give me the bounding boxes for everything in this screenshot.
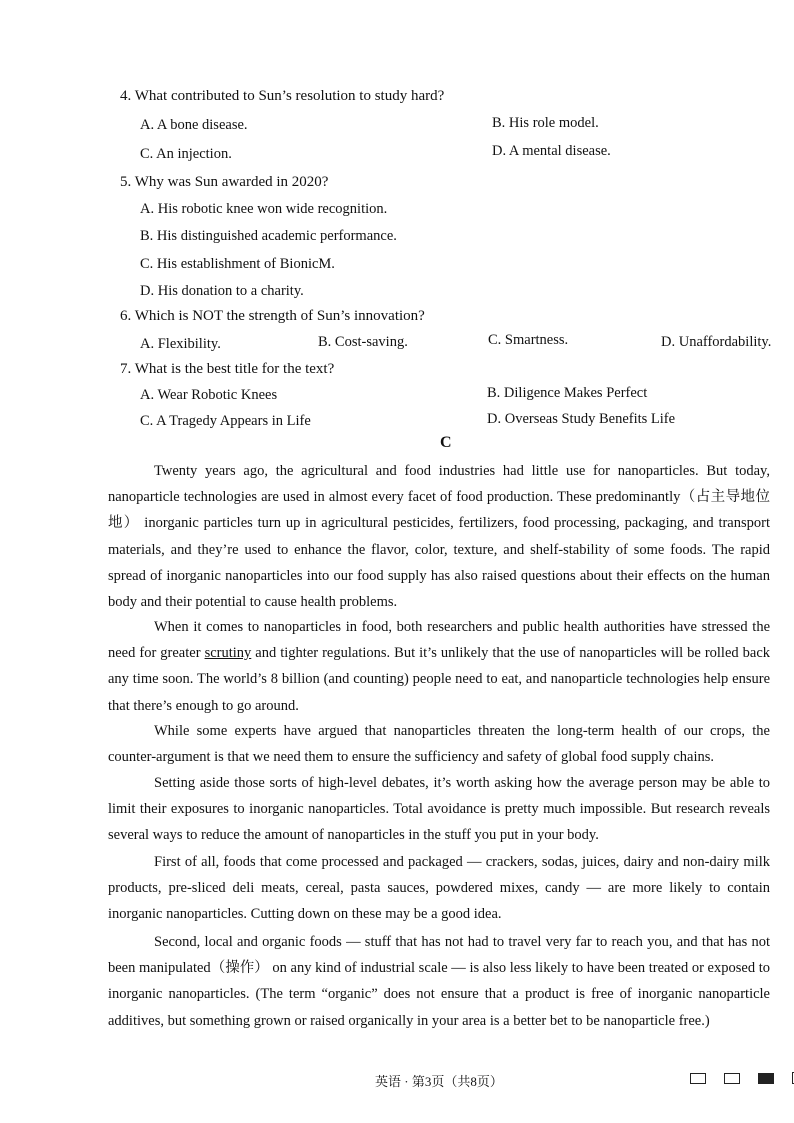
question-4-option-a: A. A bone disease. (140, 117, 248, 133)
passage-paragraph-5: First of all, foods that come processed and packaged — crackers, sodas, juices, dairy and non-dairy milk products, pre-sliced deli meats, cereal, pasta sauces, powdered mixes, candy — are more likely to contain inorganic nanoparticles. Cutting down on these may be a good idea. (108, 854, 770, 923)
question-5-stem: 5. Why was Sun awarded in 2020? (120, 174, 329, 190)
question-4-option-c: C. An injection. (140, 146, 232, 162)
empty-box-icon (724, 1073, 740, 1084)
footer-marks (690, 1072, 794, 1084)
question-5-option-c: C. His establishment of BionicM. (140, 256, 335, 272)
page-footer: 英语 · 第3页（共8页） (375, 1074, 503, 1089)
paragraph-2-lead: the need for greater (108, 619, 771, 662)
question-5-option-b: B. His distinguished academic performance. (140, 228, 397, 244)
question-7-option-c: C. A Tragedy Appears in Life (140, 413, 311, 429)
question-6-stem: 6. Which is NOT the strength of Sun’s innovation? (120, 308, 425, 324)
question-6-option-b: B. Cost-saving. (318, 334, 408, 350)
question-5-option-d: D. His donation to a charity. (140, 283, 304, 299)
question-5-option-a: A. His robotic knee won wide recognition. (140, 201, 388, 217)
paragraph-2-opening: When it comes to nanoparticles in food, both researchers and public health authorities have stressed (154, 619, 748, 635)
question-4-option-b: B. His role model. (492, 115, 599, 131)
question-7-option-b: B. Diligence Makes Perfect (487, 385, 648, 401)
question-6-option-a: A. Flexibility. (140, 336, 221, 352)
question-4-stem: 4. What contributed to Sun’s resolution to study hard? (120, 88, 445, 104)
question-7-option-d: D. Overseas Study Benefits Life (487, 411, 676, 427)
passage-paragraph-4: Setting aside those sorts of high-level debates, it’s worth asking how the average person may be able to limit their exposures to inorganic nanoparticles. Total avoidance is pretty much impossible. But research reveals several ways to reduce the amount of nanoparticles in the stuff you put in your body. (108, 775, 770, 844)
passage-paragraph-1: Twenty years ago, the agricultural and food industries had little use for nanoparticles. But today, nanoparticle technologies are used in almost every facet of food production. These predominantly（占主导地位地） inorganic particles turn up in agricultural pesticides, fertilizers, food processing, packaging, and transport materials, and they’re used to enhance the flavor, color, texture, and shelf-stability of some foods. The rapid spread of inorganic nanoparticles into our food supply has also raised questions about their effects on the human body and their potential to cause health problems. (108, 463, 770, 611)
question-6-option-c: C. Smartness. (488, 332, 569, 348)
question-6-option-d: D. Unaffordability. (661, 334, 772, 350)
paragraph-2-rest: and tighter regulations. But it’s unlikely that the use of nanoparticles will be rolled back any time soon. The world’s 8 billion (and counting) people need to eat, and nanoparticle technologies help ensure that there’s enough to go around. (108, 645, 771, 714)
underlined-word-scrutiny: scrutiny (204, 645, 252, 662)
passage-paragraph-6: Second, local and organic foods — stuff that has not had to travel very far to reach you, and that has not been manipulated（操作） on any kind of industrial scale — is also less likely to have been treated or exposed to inorganic nanoparticles. (The term “organic” does not ensure that a product is free of inorganic nanoparticle additives, but something grown or raised organically in your area is a better bet to be nanoparticle free.) (108, 934, 770, 1029)
passage-paragraph-2 (108, 614, 770, 719)
question-4-option-d: D. A mental disease. (492, 143, 611, 159)
filled-box-icon (758, 1073, 774, 1084)
question-7-stem: 7. What is the best title for the text? (120, 361, 335, 377)
question-7-option-a: A. Wear Robotic Knees (140, 387, 278, 403)
passage-paragraph-3: While some experts have argued that nanoparticles threaten the long-term health of our crops, the counter-argument is that we need them to ensure the sufficiency and safety of global food supply chains. (108, 723, 770, 766)
empty-box-icon (690, 1073, 706, 1084)
section-heading: C (440, 434, 452, 451)
